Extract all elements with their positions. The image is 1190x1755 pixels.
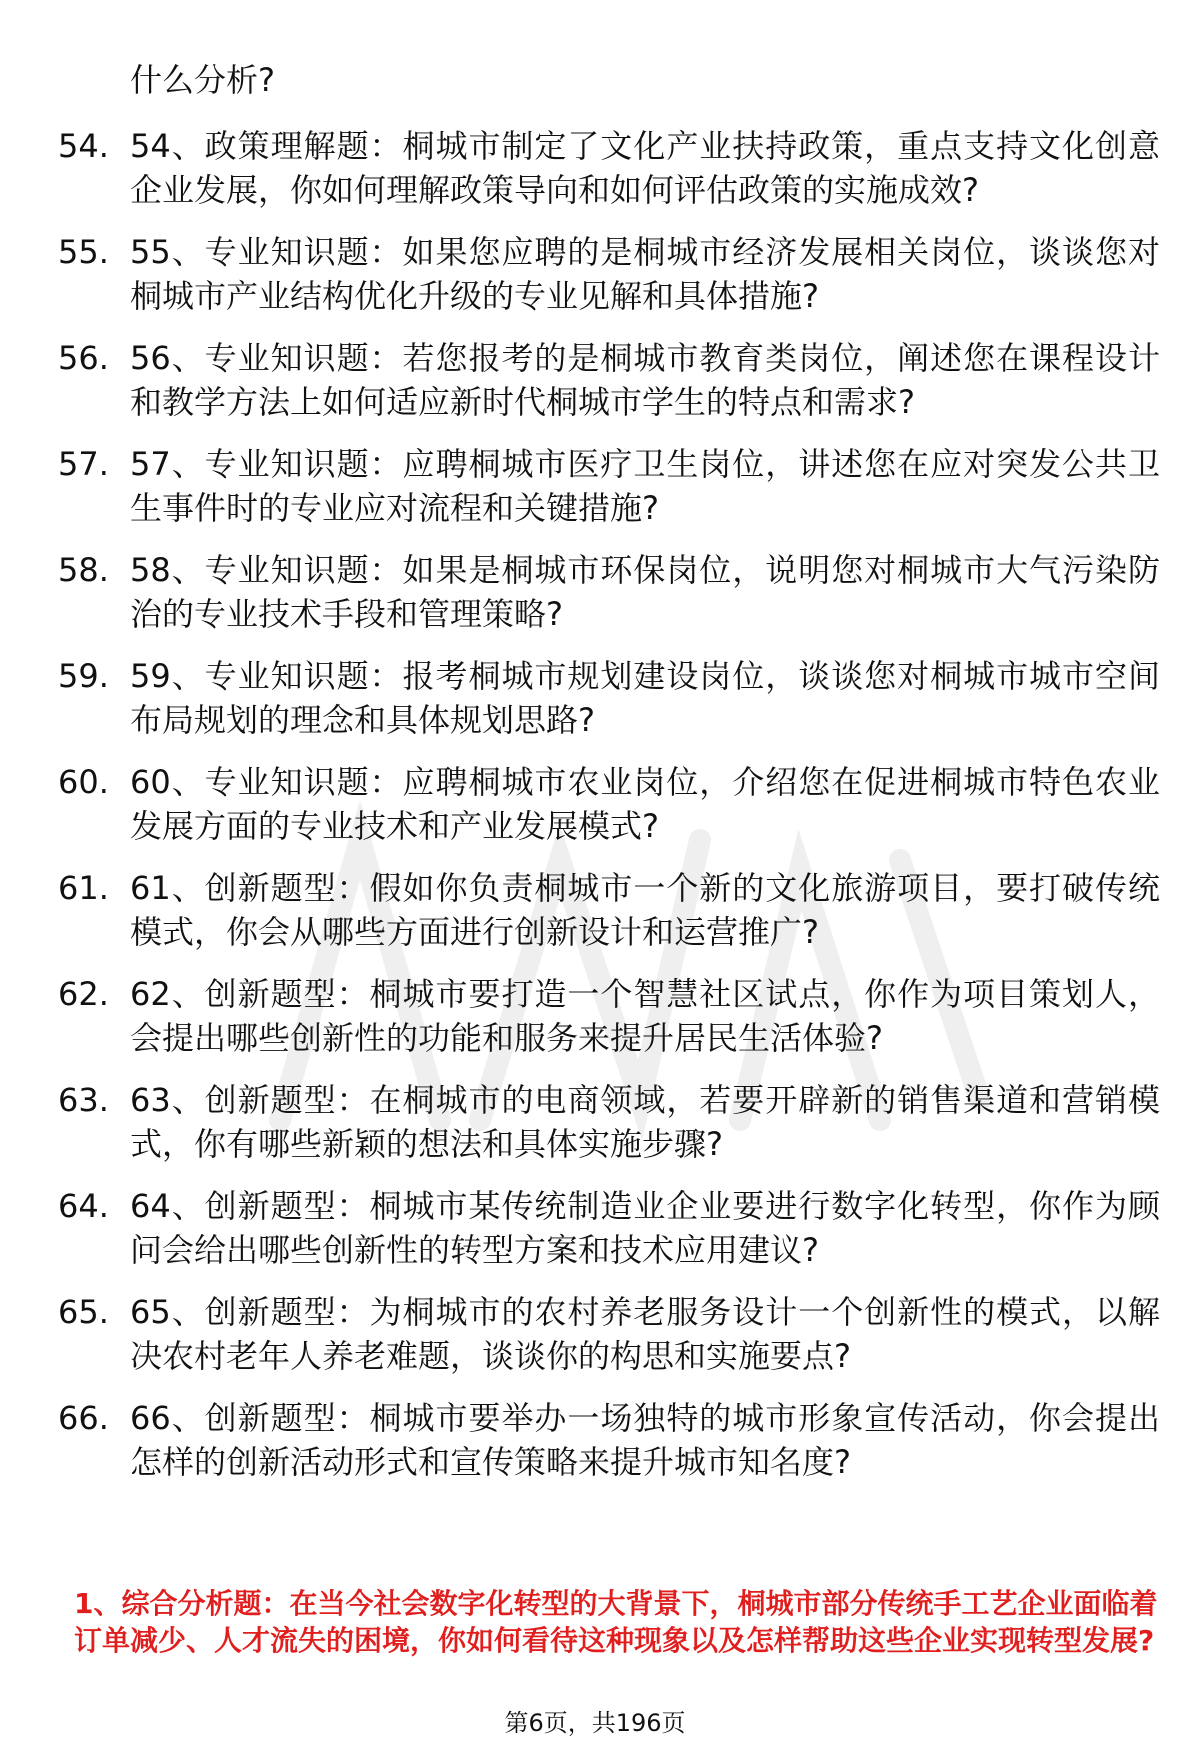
item-text: 63、创新题型：在桐城市的电商领域，若要开辟新的销售渠道和营销模式，你有哪些新颖的想法和具体实施步骤?: [130, 1081, 1160, 1163]
item-text: 58、专业知识题：如果是桐城市环保岗位，说明您对桐城市大气污染防治的专业技术手段和管理策略?: [130, 551, 1160, 633]
item-number: 58.: [58, 551, 109, 589]
list-item: [0, 442, 1190, 530]
item-number: 54.: [58, 127, 109, 165]
list-item: [0, 548, 1190, 636]
list-item: [0, 866, 1190, 954]
item-text: 66、创新题型：桐城市要举办一场独特的城市形象宣传活动，你会提出怎样的创新活动形式和宣传策略来提升城市知名度?: [130, 1399, 1160, 1481]
item-text: 57、专业知识题：应聘桐城市医疗卫生岗位，讲述您在应对突发公共卫生事件时的专业应对流程和关键措施?: [130, 445, 1160, 527]
item-number: 62.: [58, 975, 109, 1013]
item-number: 60.: [58, 763, 109, 801]
list-item: [0, 336, 1190, 424]
item-text: 64、创新题型：桐城市某传统制造业企业要进行数字化转型，你作为顾问会给出哪些创新性的转型方案和技术应用建议?: [130, 1187, 1160, 1269]
featured-question: 1、综合分析题：在当今社会数字化转型的大背景下，桐城市部分传统手工艺企业面临着订单减少、人才流失的困境，你如何看待这种现象以及怎样帮助这些企业实现转型发展?: [74, 1587, 1158, 1657]
item-text: 54、政策理解题：桐城市制定了文化产业扶持政策，重点支持文化创意企业发展，你如何理解政策导向和如何评估政策的实施成效?: [130, 127, 1160, 209]
item-number: 57.: [58, 445, 109, 483]
list-item: [0, 654, 1190, 742]
item-number: 63.: [58, 1081, 109, 1119]
list-item: [0, 1290, 1190, 1378]
page-footer: 第6页，共196页: [504, 1709, 686, 1737]
item-number: 64.: [58, 1187, 109, 1225]
list-item: [0, 972, 1190, 1060]
item-number: 59.: [58, 657, 109, 695]
continuation-text: 什么分析?: [130, 61, 275, 99]
item-number: 56.: [58, 339, 109, 377]
list-item: [0, 1078, 1190, 1166]
list-item: [0, 1184, 1190, 1272]
item-number: 55.: [58, 233, 109, 271]
list-item: [0, 1396, 1190, 1484]
question-list: [0, 124, 1190, 1502]
list-item: [0, 760, 1190, 848]
item-number: 65.: [58, 1293, 109, 1331]
item-text: 61、创新题型：假如你负责桐城市一个新的文化旅游项目，要打破传统模式，你会从哪些方面进行创新设计和运营推广?: [130, 869, 1160, 951]
list-item: [0, 124, 1190, 212]
item-text: 65、创新题型：为桐城市的农村养老服务设计一个创新性的模式，以解决农村老年人养老难题，谈谈你的构思和实施要点?: [130, 1293, 1160, 1375]
item-number: 66.: [58, 1399, 109, 1437]
item-text: 55、专业知识题：如果您应聘的是桐城市经济发展相关岗位，谈谈您对桐城市产业结构优化升级的专业见解和具体措施?: [130, 233, 1160, 315]
item-text: 59、专业知识题：报考桐城市规划建设岗位，谈谈您对桐城市城市空间布局规划的理念和具体规划思路?: [130, 657, 1160, 739]
item-text: 60、专业知识题：应聘桐城市农业岗位，介绍您在促进桐城市特色农业发展方面的专业技术和产业发展模式?: [130, 763, 1160, 845]
item-text: 62、创新题型：桐城市要打造一个智慧社区试点，你作为项目策划人，会提出哪些创新性的功能和服务来提升居民生活体验?: [130, 975, 1160, 1057]
item-text: 56、专业知识题：若您报考的是桐城市教育类岗位，阐述您在课程设计和教学方法上如何适应新时代桐城市学生的特点和需求?: [130, 339, 1160, 421]
list-item: [0, 230, 1190, 318]
item-number: 61.: [58, 869, 109, 907]
